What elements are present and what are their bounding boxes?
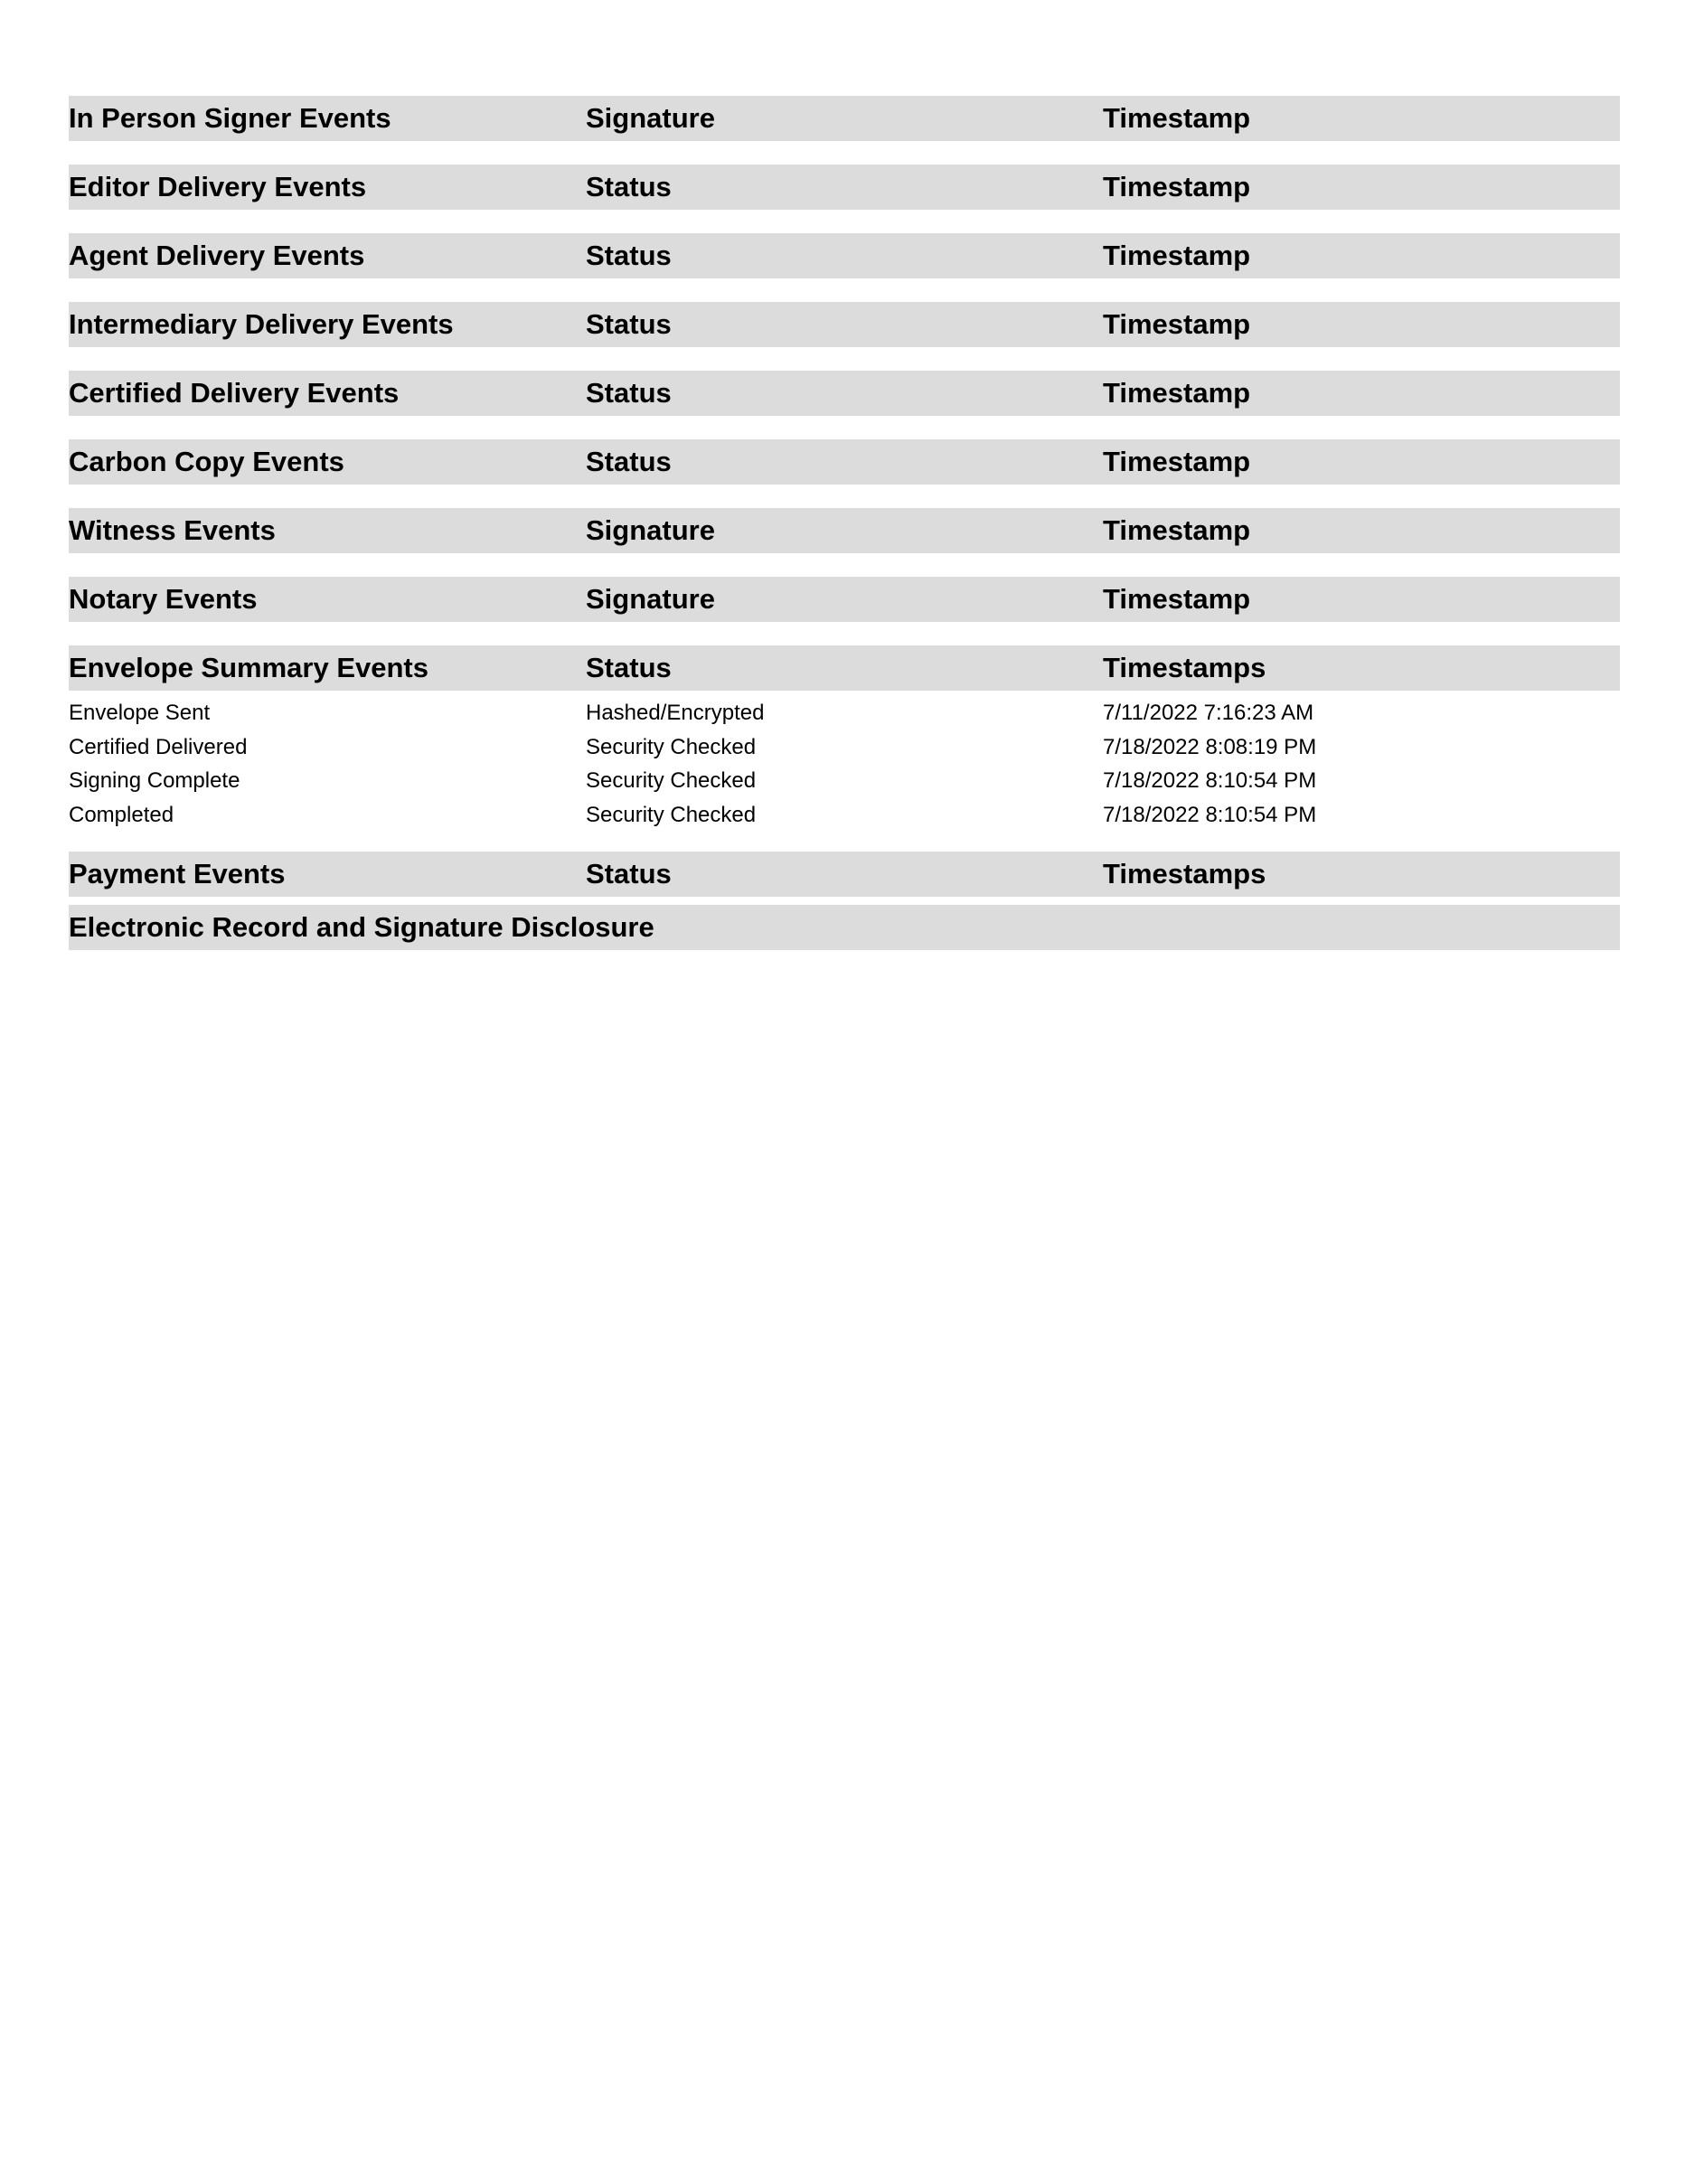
section-title: Carbon Copy Events xyxy=(69,446,344,477)
section-col3-label: Timestamp xyxy=(1103,514,1251,546)
section-title: Payment Events xyxy=(69,858,286,890)
section-title: Envelope Summary Events xyxy=(69,652,428,683)
section-col3-label: Timestamp xyxy=(1103,583,1251,615)
event-name: Signing Complete xyxy=(69,768,240,793)
section-col3-label: Timestamp xyxy=(1103,308,1251,340)
section-col2-label: Status xyxy=(586,171,672,202)
section-col3-label: Timestamps xyxy=(1103,858,1266,890)
witness-events-header xyxy=(69,508,1620,553)
event-timestamp: 7/11/2022 7:16:23 AM xyxy=(1103,701,1314,725)
section-title: Agent Delivery Events xyxy=(69,240,365,271)
section-col2-label: Signature xyxy=(586,102,715,134)
event-name: Envelope Sent xyxy=(69,701,211,725)
event-timestamp: 7/18/2022 8:10:54 PM xyxy=(1103,768,1317,793)
event-status: Hashed/Encrypted xyxy=(586,701,765,725)
section-title: Intermediary Delivery Events xyxy=(69,308,454,340)
envelope-summary-rows xyxy=(69,696,1620,832)
section-col2-label: Status xyxy=(586,240,672,271)
section-col3-label: Timestamps xyxy=(1103,652,1266,683)
event-status: Security Checked xyxy=(586,768,757,793)
section-col2-label: Status xyxy=(586,652,672,683)
table-row xyxy=(69,730,1620,765)
certified-delivery-events-header xyxy=(69,371,1620,416)
in-person-signer-events-header xyxy=(69,96,1620,141)
event-timestamp: 7/18/2022 8:08:19 PM xyxy=(1103,734,1317,759)
table-row xyxy=(69,764,1620,798)
section-col3-label: Timestamp xyxy=(1103,102,1251,134)
section-title: Notary Events xyxy=(69,583,258,615)
section-col3-label: Timestamp xyxy=(1103,377,1251,409)
section-col2-label: Status xyxy=(586,858,672,890)
section-col2-label: Signature xyxy=(586,583,715,615)
carbon-copy-events-header xyxy=(69,439,1620,485)
section-col3-label: Timestamp xyxy=(1103,171,1251,202)
section-title: Witness Events xyxy=(69,514,276,546)
payment-events-header xyxy=(69,852,1620,897)
section-title: Electronic Record and Signature Disclosure xyxy=(69,911,654,943)
section-col3-label: Timestamp xyxy=(1103,446,1251,477)
event-name: Completed xyxy=(69,802,174,827)
intermediary-delivery-events-header xyxy=(69,302,1620,347)
event-name: Certified Delivered xyxy=(69,734,248,759)
section-title: Certified Delivery Events xyxy=(69,377,400,409)
notary-events-header xyxy=(69,577,1620,622)
event-log-page xyxy=(69,96,1620,950)
event-timestamp: 7/18/2022 8:10:54 PM xyxy=(1103,802,1317,827)
section-col2-label: Signature xyxy=(586,514,715,546)
section-col3-label: Timestamp xyxy=(1103,240,1251,271)
agent-delivery-events-header xyxy=(69,233,1620,278)
table-row xyxy=(69,798,1620,833)
section-col2-label: Status xyxy=(586,446,672,477)
section-col2-label: Status xyxy=(586,377,672,409)
disclosure-header xyxy=(69,905,1620,950)
envelope-summary-events-header xyxy=(69,645,1620,691)
event-status: Security Checked xyxy=(586,802,757,827)
section-col2-label: Status xyxy=(586,308,672,340)
editor-delivery-events-header xyxy=(69,165,1620,210)
section-title: Editor Delivery Events xyxy=(69,171,367,202)
event-status: Security Checked xyxy=(586,734,757,759)
section-title: In Person Signer Events xyxy=(69,102,391,134)
table-row xyxy=(69,696,1620,730)
